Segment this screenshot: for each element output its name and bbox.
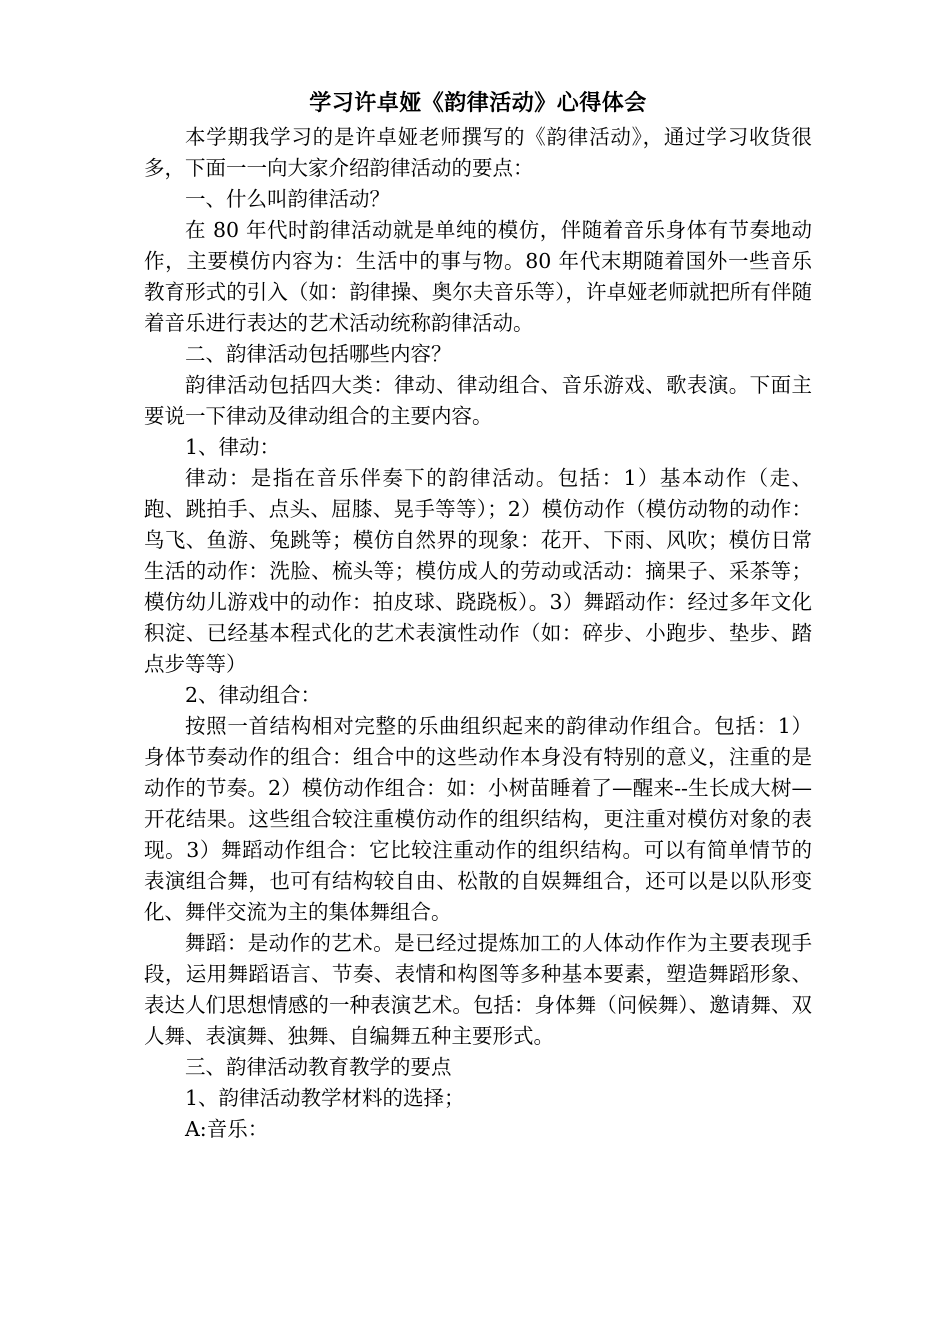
subsection-heading: 1、律动： xyxy=(185,435,281,459)
subsection-heading: 1、韵律活动教学材料的选择； xyxy=(185,1086,465,1110)
intro-paragraph: 本学期我学习的是许卓娅老师撰写的《韵律活动》，通过学习收货很多，下面一一向大家介绍韵律活动的要点： xyxy=(144,125,812,180)
body-paragraph: 舞蹈：是动作的艺术。是已经过提炼加工的人体动作作为主要表现手段，运用舞蹈语言、节奏、表情和构图等多种基本要素，塑造舞蹈形象、表达人们思想情感的一种表演艺术。包括：身体舞（问候舞）、邀请舞、双人舞、表演舞、独舞、自编舞五种主要形式。 xyxy=(144,931,812,1048)
body-paragraph: 在 80 年代时韵律活动就是单纯的模仿，伴随着音乐身体有节奏地动作，主要模仿内容为：生活中的事与物。80 年代末期随着国外一些音乐教育形式的引入（如：韵律操、奥尔夫音乐等），许卓娅老师就把所有伴随着音乐进行表达的艺术活动统称韵律活动。 xyxy=(144,218,812,335)
subsection-heading: 2、律动组合： xyxy=(185,683,322,707)
section-heading-1: 一、什么叫韵律活动？ xyxy=(185,187,390,211)
section-heading-2: 二、韵律活动包括哪些内容？ xyxy=(185,342,452,366)
body-paragraph: 韵律活动包括四大类：律动、律动组合、音乐游戏、歌表演。下面主要说一下律动及律动组合的主要内容。 xyxy=(144,373,812,428)
document-page xyxy=(144,88,812,1145)
document-title: 学习许卓娅《韵律活动》心得体会 xyxy=(309,90,647,116)
section-heading-3: 三、韵律活动教育教学的要点 xyxy=(185,1055,452,1079)
body-paragraph: 律动：是指在音乐伴奏下的韵律活动。包括：1）基本动作（走、跑、跳拍手、点头、屈膝、晃手等等）；2）模仿动作（模仿动物的动作：鸟飞、鱼游、兔跳等；模仿自然界的现象：花开、下雨、风吹；模仿日常生活的动作：洗脸、梳头等；模仿成人的劳动或活动：摘果子、采茶等；模仿幼儿游戏中的动作：拍皮球、跷跷板）。3）舞蹈动作：经过多年文化积淀、已经基本程式化的艺术表演性动作（如：碎步、小跑步、垫步、踏点步等等） xyxy=(144,466,812,676)
body-paragraph: 按照一首结构相对完整的乐曲组织起来的韵律动作组合。包括：1）身体节奏动作的组合：组合中的这些动作本身没有特别的意义，注重的是动作的节奏。2）模仿动作组合：如：小树苗睡着了—醒来--生长成大树—开花结果。这些组合较注重模仿动作的组织结构，更注重对模仿对象的表现。3）舞蹈动作组合：它比较注重动作的组织结构。可以有简单情节的表演组合舞，也可有结构较自由、松散的自娱舞组合，还可以是以队形变化、舞伴交流为主的集体舞组合。 xyxy=(144,714,812,924)
subsection-heading: A:音乐： xyxy=(185,1117,269,1141)
